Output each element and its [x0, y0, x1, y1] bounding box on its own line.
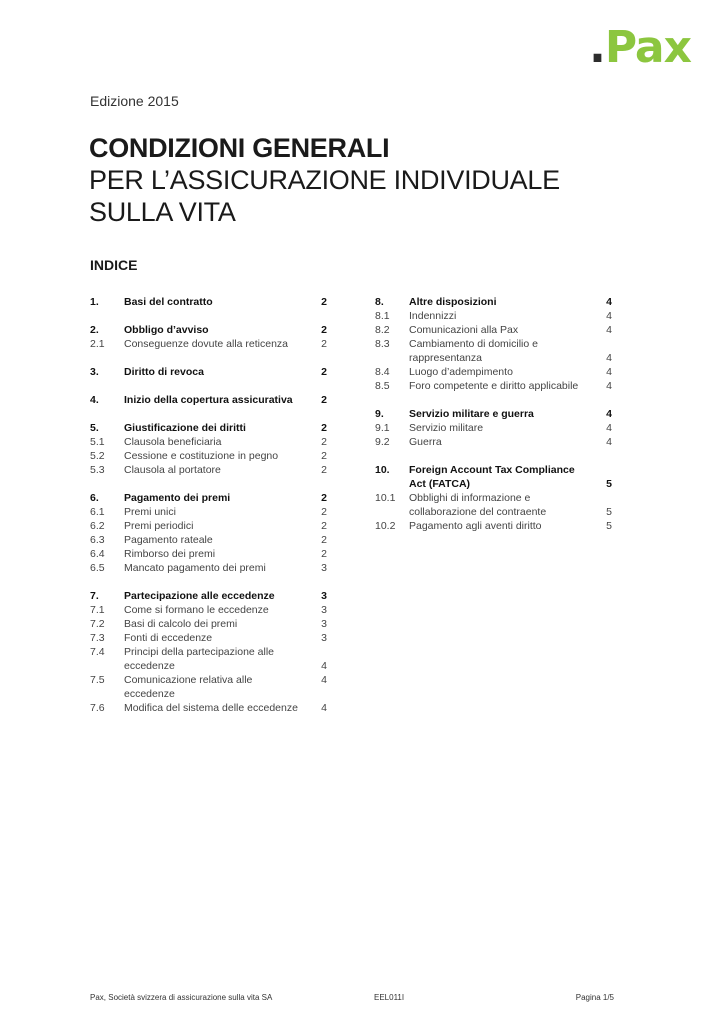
toc-entry: [90, 589, 327, 603]
toc-entry-number: [375, 505, 409, 519]
toc-entry-page: 2: [321, 394, 327, 406]
toc-entry-label: Servizio militare e guerra: [409, 408, 534, 420]
toc-entry-label: Come si formano le eccedenze: [124, 604, 269, 616]
toc-entry-page: 2: [321, 324, 327, 336]
toc-entry-label: Comunicazione relativa alle eccedenze: [124, 674, 253, 700]
toc-entry: [375, 379, 612, 393]
toc-entry-page: 2: [321, 492, 327, 504]
toc-entry-number: 2.: [90, 324, 99, 336]
toc-entry: [90, 561, 327, 575]
footer-code: EEL011I: [374, 993, 405, 1002]
toc-entry-label: Mancato pagamento dei premi: [124, 562, 266, 574]
toc-entry-label: Basi del contratto: [124, 296, 213, 308]
title-line-3: SULLA VITA: [89, 197, 236, 227]
toc-entry-page: 2: [321, 464, 327, 476]
toc-entry-page: 4: [321, 674, 327, 686]
toc-entry-number: 10.: [375, 464, 390, 476]
toc-entry: [90, 393, 327, 407]
toc-entry-number: 7.1: [90, 604, 105, 616]
toc-entry-page: 2: [321, 296, 327, 308]
toc-entry-label: Rimborso dei premi: [124, 548, 216, 560]
toc-entry: [90, 435, 327, 449]
logo-word: Pax: [604, 22, 691, 73]
toc-entry: [90, 603, 327, 617]
toc-entry-number: 5.: [90, 422, 99, 434]
toc-entry-page: 4: [321, 702, 327, 714]
toc-entry-number: 8.3: [375, 338, 390, 350]
toc-entry-label: Foro competente e diritto applicabile: [409, 380, 579, 392]
toc-entry-number: [90, 659, 124, 673]
toc-entry-label: Modifica del sistema delle eccedenze: [124, 702, 298, 714]
toc-entry-label: Clausola al portatore: [124, 464, 221, 476]
toc-entry-number: 6.3: [90, 534, 105, 546]
toc-entry-page: 2: [321, 338, 327, 350]
toc-entry-page: 2: [321, 506, 327, 518]
toc-entry-page: 2: [321, 422, 327, 434]
toc-entry-page: 4: [606, 380, 612, 392]
toc-entry-number: 7.3: [90, 632, 105, 644]
toc-entry-number: 6.4: [90, 548, 105, 560]
toc-entry-page: 3: [321, 632, 327, 644]
toc-entry-number: 9.2: [375, 436, 390, 448]
toc-entry-label: Obbligo d’avviso: [124, 324, 209, 336]
toc-entry-label: Principi della partecipazione alle: [124, 646, 275, 658]
toc-entry: [375, 365, 612, 379]
toc-entry-label: Premi periodici: [124, 520, 194, 532]
toc-entry: [90, 701, 327, 715]
toc-entry-page: 3: [321, 562, 327, 574]
toc-entry: [90, 449, 327, 463]
toc-entry: [375, 491, 612, 505]
toc-entry-number: [375, 477, 409, 491]
toc-entry: [90, 533, 327, 547]
toc-entry: [375, 295, 612, 309]
toc-entry-number: 7.4: [90, 646, 105, 658]
toc-entry: [90, 645, 327, 659]
toc-entry-page: 5: [606, 506, 612, 518]
toc-entry-page: 3: [321, 590, 327, 602]
toc-entry: [90, 617, 327, 631]
footer-page-number: Pagina 1/5: [575, 993, 614, 1002]
toc-entry: [90, 421, 327, 435]
toc-entry-page: 4: [606, 296, 612, 308]
toc-entry-label: Pagamento dei premi: [124, 492, 231, 504]
toc-entry-page: 5: [606, 478, 612, 490]
toc-entry-number: 7.2: [90, 618, 105, 630]
toc-entry-number: 8.5: [375, 380, 390, 392]
toc-entry-page: 4: [606, 352, 612, 364]
toc-entry-page: 2: [321, 548, 327, 560]
toc-entry: [375, 505, 612, 519]
toc-entry-label: Inizio della copertura assicurativa: [124, 394, 293, 406]
toc-entry: [375, 477, 612, 491]
toc-entry-number: 6.: [90, 492, 99, 504]
toc-entry-number: 6.2: [90, 520, 105, 532]
toc-entry-number: 6.1: [90, 506, 105, 518]
toc-entry-label: Conseguenze dovute alla reticenza: [124, 338, 289, 350]
toc-entry-page: 4: [606, 422, 612, 434]
toc-entry: [375, 421, 612, 435]
toc-entry-number: 10.1: [375, 492, 396, 504]
toc-entry-number: 4.: [90, 394, 99, 406]
toc-entry: [90, 491, 327, 505]
toc-entry-number: 6.5: [90, 562, 105, 574]
toc-entry-label: Clausola beneficiaria: [124, 436, 222, 448]
toc-entry: [375, 309, 612, 323]
index-heading: INDICE: [90, 257, 138, 273]
title-line-2: PER L’ASSICURAZIONE INDIVIDUALE: [89, 165, 560, 195]
toc-entry: [375, 435, 612, 449]
toc-entry-label: Obblighi di informazione e: [409, 492, 531, 504]
logo-dot: .: [589, 22, 605, 73]
toc-entry-page: 4: [606, 436, 612, 448]
toc-right-column: [375, 295, 612, 533]
toc-entry-number: 2.1: [90, 338, 105, 350]
toc-entry-number: 3.: [90, 366, 99, 378]
toc-entry-label: Foreign Account Tax Compliance: [409, 464, 575, 476]
toc-entry-label: Comunicazioni alla Pax: [409, 324, 519, 336]
toc-entry-page: [590, 337, 612, 351]
toc-entry-number: 1.: [90, 296, 99, 308]
toc-entry: [90, 519, 327, 533]
toc-entry-label: eccedenze: [124, 660, 175, 672]
toc-entry-number: 8.2: [375, 324, 390, 336]
toc-entry-label: Pagamento agli aventi diritto: [409, 520, 542, 532]
toc-entry-label: Basi di calcolo dei premi: [124, 618, 238, 630]
toc-entry: [90, 505, 327, 519]
toc-entry: [90, 659, 327, 673]
toc-entry: [375, 337, 612, 351]
toc-entry: [90, 631, 327, 645]
toc-entry-number: 7.: [90, 590, 99, 602]
toc-entry: [90, 365, 327, 379]
toc-entry-label: Cessione e costituzione in pegno: [124, 450, 279, 462]
toc-entry-label: Fonti di eccedenze: [124, 632, 213, 644]
toc-entry-number: 8.4: [375, 366, 390, 378]
toc-entry-label: Indennizzi: [409, 310, 457, 322]
toc-entry-label: Partecipazione alle eccedenze: [124, 590, 275, 602]
toc-entry-page: 2: [321, 436, 327, 448]
toc-entry-label: rappresentanza: [409, 352, 482, 364]
pax-logo: [589, 22, 691, 73]
toc-entry: [375, 323, 612, 337]
toc-entry-page: 4: [606, 324, 612, 336]
toc-entry-label: Cambiamento di domicilio e: [409, 338, 538, 350]
toc-entry: [375, 519, 612, 533]
toc-entry-page: 5: [606, 520, 612, 532]
footer-company: Pax, Società svizzera di assicurazione sulla vita SA: [90, 993, 273, 1002]
toc-entry-page: [590, 491, 612, 505]
toc-entry-page: 4: [606, 366, 612, 378]
toc-entry-number: 7.5: [90, 674, 105, 686]
toc-entry-label: collaborazione del contraente: [409, 506, 547, 518]
toc-entry-label: Altre disposizioni: [409, 296, 497, 308]
toc-entry-number: 5.1: [90, 436, 105, 448]
toc-entry-page: [305, 645, 327, 659]
toc-entry-page: [590, 463, 612, 477]
toc-entry: [90, 547, 327, 561]
toc-entry-number: 10.2: [375, 520, 396, 532]
toc-entry-number: 9.: [375, 408, 384, 420]
toc-entry-page: 3: [321, 604, 327, 616]
toc-entry: [375, 407, 612, 421]
toc-entry-page: 4: [606, 310, 612, 322]
toc-entry-label: Premi unici: [124, 506, 176, 518]
toc-entry-page: 2: [321, 534, 327, 546]
toc-entry-number: 5.3: [90, 464, 105, 476]
toc-entry: [90, 673, 327, 701]
toc-entry-number: [375, 351, 409, 365]
toc-entry-page: 2: [321, 450, 327, 462]
toc-entry-label: Guerra: [409, 436, 442, 448]
toc-left-column: [90, 295, 327, 715]
toc-entry-label: Servizio militare: [409, 422, 484, 434]
toc-entry-number: 8.1: [375, 310, 390, 322]
toc-entry-label: Luogo d’adempimento: [409, 366, 513, 378]
edition-label: Edizione 2015: [90, 93, 179, 109]
toc-entry-page: 2: [321, 520, 327, 532]
toc-entry-label: Diritto di revoca: [124, 366, 204, 378]
toc-entry-number: 7.6: [90, 702, 105, 714]
toc-entry-page: 3: [321, 618, 327, 630]
toc-entry-number: 9.1: [375, 422, 390, 434]
toc-entry-label: Pagamento rateale: [124, 534, 213, 546]
toc-entry: [90, 463, 327, 477]
toc-entry: [375, 351, 612, 365]
toc-entry-label: Act (FATCA): [409, 478, 471, 490]
toc-entry: [90, 337, 327, 351]
toc-entry-page: 2: [321, 366, 327, 378]
toc-entry-page: 4: [321, 660, 327, 672]
toc-entry-number: 8.: [375, 296, 384, 308]
toc-entry: [90, 323, 327, 337]
toc-entry-number: 5.2: [90, 450, 105, 462]
document-title: [89, 132, 560, 228]
toc-entry-label: Giustificazione dei diritti: [124, 422, 246, 434]
toc-entry: [90, 295, 327, 309]
toc-entry: [375, 463, 612, 477]
toc-entry-page: 4: [606, 408, 612, 420]
title-line-1: CONDIZIONI GENERALI: [89, 133, 390, 163]
